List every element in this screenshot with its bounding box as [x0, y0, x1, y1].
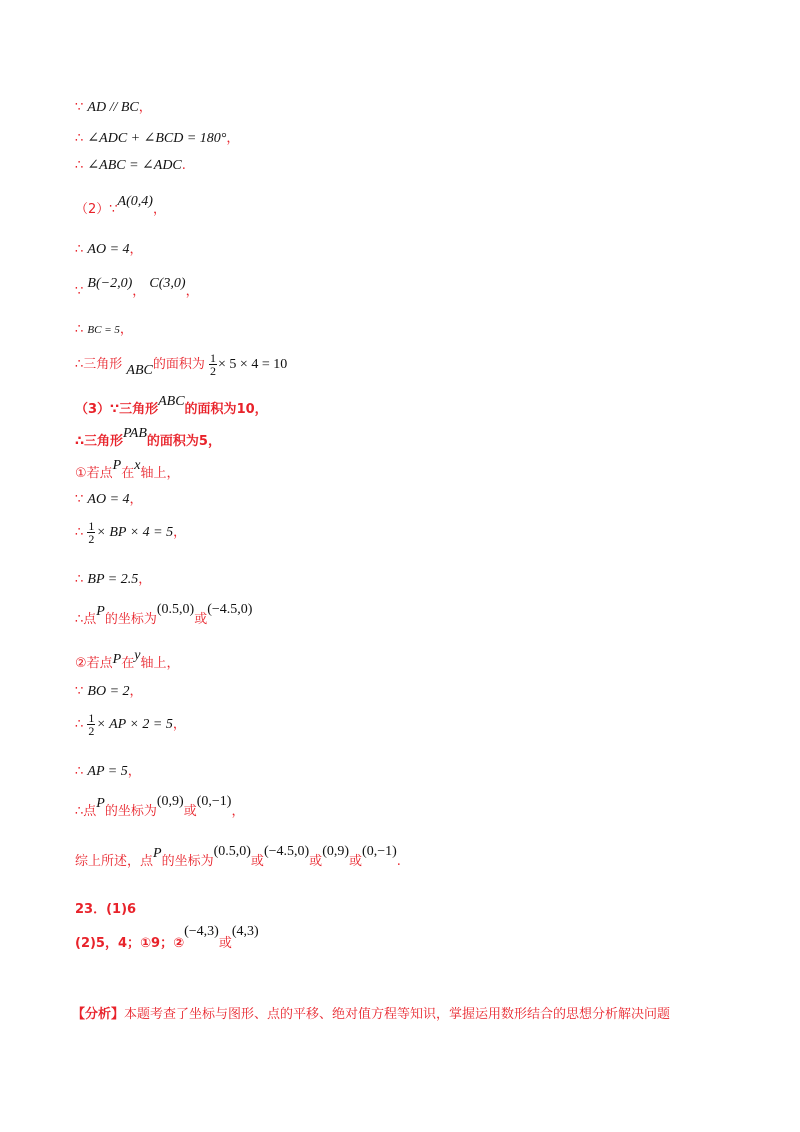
therefore-symbol: ∴: [75, 572, 84, 587]
fraction: [87, 712, 95, 737]
punct: ，: [129, 684, 143, 699]
step-line-14: [75, 568, 151, 588]
punct: ，: [231, 804, 245, 819]
analysis-text: 本题考查了坐标与图形、点的平移、绝对值方程等知识，掌握运用数形结合的思想分析解决问题: [124, 1007, 671, 1022]
therefore-symbol: ∴: [75, 764, 84, 779]
text: ∴三角形: [75, 434, 124, 449]
math-expr: × 5 × 4 = 10: [218, 357, 288, 372]
q23-line-2: [75, 924, 259, 952]
text: 或: [183, 804, 197, 819]
step-line-6: [75, 276, 199, 300]
denominator: 2: [88, 532, 95, 546]
math-expr: PAB: [123, 426, 147, 441]
therefore-symbol: ∴: [75, 242, 84, 257]
punct: ，: [127, 764, 141, 779]
q23-title: [75, 898, 136, 917]
step-line-9: [75, 394, 268, 418]
math-expr: A(0,4): [117, 194, 153, 209]
math-expr: AD // BC: [87, 100, 139, 115]
q23-answer-2: (2)5，4；①9；②: [75, 936, 185, 951]
math-expr: P: [112, 458, 122, 473]
step-line-17: [75, 680, 143, 700]
step-line-20: [75, 794, 245, 820]
coordinate: (0,9): [156, 794, 184, 809]
denominator: 2: [88, 724, 95, 738]
step-line-12: [75, 488, 143, 508]
text: 或: [349, 854, 363, 869]
step-line-16: [75, 648, 180, 672]
step-line-15: [75, 602, 253, 628]
math-expr: AO = 4: [87, 492, 130, 507]
text: ②若点: [75, 656, 113, 671]
punct: ，: [152, 202, 166, 217]
text: 的坐标为: [104, 612, 157, 627]
punct: ，: [172, 717, 186, 732]
text: 轴上，: [140, 656, 180, 671]
therefore-symbol: ∴: [75, 717, 84, 732]
punct: ，: [129, 492, 143, 507]
analysis-line: [72, 1003, 670, 1022]
step-line-21: [75, 844, 401, 870]
coordinate: (0,9): [322, 844, 350, 859]
math-expr: ABC: [158, 394, 185, 409]
step-line-7: [75, 318, 133, 337]
part-label: （2）∵: [75, 202, 118, 217]
fraction: [209, 352, 217, 377]
coordinate: (0.5,0): [156, 602, 195, 617]
math-expr: C(3,0): [149, 276, 186, 291]
because-symbol: ∵: [75, 684, 84, 699]
therefore-symbol: ∴: [75, 131, 84, 146]
coordinate: (−4.5,0): [207, 602, 253, 617]
step-line-8: [75, 352, 287, 377]
math-expr: BO = 2: [87, 684, 130, 699]
text: 或: [309, 854, 323, 869]
step-line-1: [75, 96, 152, 116]
math-expr: ABC: [126, 363, 153, 378]
therefore-symbol: ∴: [75, 158, 84, 173]
because-symbol: ∵: [75, 284, 84, 299]
text: 或: [250, 854, 264, 869]
therefore-symbol: ∴: [75, 322, 84, 337]
math-expr: ∠ABC = ∠ADC: [87, 158, 182, 173]
punct: ，: [254, 402, 268, 417]
punct: ，: [226, 131, 240, 146]
math-expr: × AP × 2 = 5: [96, 717, 173, 732]
punct: ，: [129, 242, 143, 257]
coordinate: (0.5,0): [213, 844, 251, 859]
value: 10: [236, 402, 255, 417]
punct: ，: [138, 572, 152, 587]
part-label: （3）∵三角形: [75, 402, 159, 417]
step-line-19: [75, 760, 141, 780]
punct: ，: [119, 322, 133, 337]
because-symbol: ∵: [75, 492, 84, 507]
math-expr: B(−2,0): [87, 276, 133, 291]
text: 在: [121, 656, 135, 671]
text: ∴点: [75, 804, 97, 819]
math-expr: AO = 4: [87, 242, 130, 257]
q23-answer-1: 23．(1)6: [75, 902, 137, 917]
math-expr: AP = 5: [87, 764, 128, 779]
step-line-18: [75, 712, 186, 737]
punct: ，: [185, 284, 199, 299]
step-line-10: [75, 426, 221, 450]
text: ①若点: [75, 466, 113, 481]
text: 的坐标为: [104, 804, 157, 819]
step-line-3: [75, 157, 186, 174]
coordinate: (−4.5,0): [263, 844, 310, 859]
math-expr: BC = 5: [87, 324, 120, 336]
math-expr: P: [153, 846, 162, 861]
math-expr: P: [112, 652, 122, 667]
analysis-tag: 【分析】: [72, 1007, 125, 1022]
math-expr: ∠ADC + ∠BCD = 180°: [87, 131, 227, 146]
punct: ，: [173, 525, 187, 540]
punct: .: [181, 158, 186, 173]
coordinate: (0,−1): [362, 844, 397, 859]
value: 5: [198, 434, 208, 449]
math-expr: y: [134, 648, 141, 663]
step-line-2: [75, 127, 239, 147]
step-line-4: [75, 194, 166, 218]
punct: ，: [132, 284, 146, 299]
step-line-13: [75, 520, 186, 545]
text: 或: [194, 612, 208, 627]
numerator: 1: [88, 519, 95, 533]
text: 的面积为: [184, 402, 237, 417]
fraction: [87, 520, 95, 545]
therefore-symbol: ∴: [75, 525, 84, 540]
text: 的坐标为: [161, 854, 214, 869]
text: 综上所述，点: [75, 854, 154, 869]
math-expr: × BP × 4 = 5: [96, 525, 174, 540]
text: ∴点: [75, 612, 97, 627]
math-expr: x: [134, 458, 141, 473]
text: 在: [121, 466, 135, 481]
text: 轴上，: [140, 466, 180, 481]
because-symbol: ∵: [75, 100, 84, 115]
denominator: 2: [210, 364, 217, 378]
math-expr: BP = 2.5: [87, 572, 139, 587]
text: 的面积为: [152, 357, 205, 372]
step-line-11: [75, 458, 180, 482]
math-expr: P: [96, 604, 105, 619]
text: 或: [218, 936, 232, 951]
punct: ，: [138, 100, 152, 115]
punct: ，: [207, 434, 221, 449]
text: 的面积为: [146, 434, 199, 449]
coordinate: (4,3): [231, 924, 259, 939]
numerator: 1: [88, 711, 95, 725]
math-expr: P: [96, 796, 105, 811]
step-line-5: [75, 238, 143, 258]
text: ∴三角形: [75, 357, 123, 372]
punct: .: [396, 854, 401, 869]
numerator: 1: [210, 351, 217, 365]
coordinate: (−4,3): [184, 924, 219, 939]
coordinate: (0,−1): [196, 794, 232, 809]
